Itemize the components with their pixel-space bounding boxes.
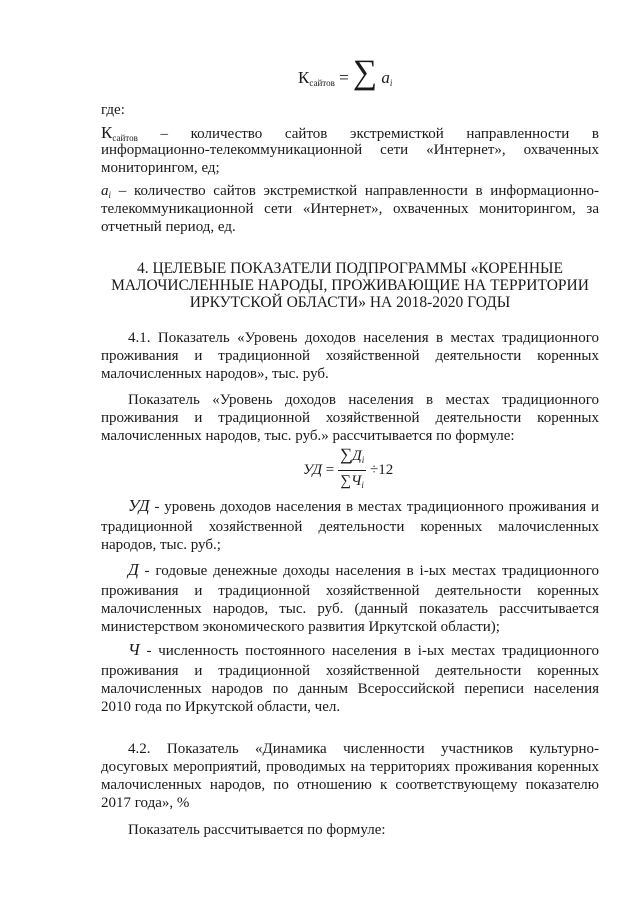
def-ch-line4: 2010 года по Иркутской области, чел.: [101, 699, 341, 715]
def-a-line3: отчетный период, ед.: [101, 219, 236, 235]
formula-ud-equals: =: [325, 462, 335, 478]
def-ch-line2: проживания и традиционной хозяйственной деятельности коренных: [101, 663, 599, 679]
calc-4-1-line2: проживания и традиционной хозяйственной деятельности коренных: [101, 410, 599, 426]
def-ud-line2: традиционной хозяйственной деятельности коренных малочисленных: [101, 519, 599, 535]
formula-term: $a_i$: [381, 68, 393, 88]
def-k-line1: $К_{сайтов}$ – количество сайтов экстремисткой направленности в: [101, 123, 600, 143]
sigma-symbol: ∑: [352, 54, 378, 91]
where-label: где:: [101, 102, 125, 118]
section-heading-line1: 4. ЦЕЛЕВЫЕ ПОКАЗАТЕЛИ ПОДПРОГРАММЫ «КОРЕННЫЕ: [136, 260, 564, 277]
def-d-line3: малочисленных народов, тыс. руб. (данный показатель рассчитывается: [101, 601, 599, 617]
formula-equals: =: [339, 68, 349, 87]
def-d-line4: министерством экономического развития Иркутской области);: [101, 619, 500, 635]
formula-k-sites: [298, 56, 392, 100]
item-4-1-line3: малочисленных народов», тыс. руб.: [101, 366, 329, 382]
formula-ud-divide: ÷: [369, 462, 379, 478]
formula-lhs: $К_{сайтов}$: [298, 68, 335, 88]
fraction-denominator: $\sum Ч_i$: [340, 473, 364, 490]
formula-ud: [303, 446, 393, 494]
def-k-line2: информационно-телекоммуникационной сети «Интернет», охваченных: [101, 142, 599, 158]
def-a-line2: телекоммуникационной сети «Интернет», охваченных мониторингом, за: [101, 201, 599, 217]
fraction-numerator: $\sum Д_i$: [338, 446, 366, 471]
formula-ud-fraction: [338, 446, 366, 494]
def-a-line1: $a_i$ – количество сайтов экстремисткой направленности в информационно-: [101, 183, 600, 200]
section-heading-line2: МАЛОЧИСЛЕННЫЕ НАРОДЫ, ПРОЖИВАЮЩИЕ НА ТЕРРИТОРИИ: [111, 277, 589, 294]
def-k-line3: мониторингом, ед;: [101, 160, 220, 176]
def-d-line2: проживания и традиционной хозяйственной деятельности коренных: [101, 583, 599, 599]
def-a-symbol: $a_i$: [101, 183, 112, 200]
def-ud-symbol: УД: [128, 496, 150, 515]
def-ch-line1: Ч - численность постоянного населения в i-ых местах традиционного: [128, 640, 599, 659]
calc-4-1-line3: малочисленных народов, тыс. руб.» рассчитывается по формуле:: [101, 428, 515, 444]
item-4-2-line4: 2017 года», %: [101, 795, 190, 811]
item-4-1-line2: проживания и традиционной хозяйственной деятельности коренных: [101, 348, 599, 364]
item-4-1-line1: 4.1. Показатель «Уровень доходов населения в местах традиционного: [128, 330, 599, 346]
def-k-symbol: $К_{сайтов}$: [101, 123, 138, 143]
def-d-symbol: Д: [128, 560, 139, 579]
calc-4-2: Показатель рассчитывается по формуле:: [128, 822, 386, 838]
item-4-2-line3: малочисленных народов, по отношению к соответствующему показателю: [101, 777, 599, 793]
item-4-2-line1: 4.2. Показатель «Динамика численности участников культурно-: [128, 741, 599, 757]
def-ch-symbol: Ч: [128, 640, 140, 659]
def-ud-line1: УД - уровень доходов населения в местах традиционного проживания и: [128, 496, 599, 515]
item-4-2-line2: досуговых мероприятий, проводимых на территориях проживания коренных: [101, 759, 599, 775]
formula-ud-lhs: УД: [303, 462, 323, 478]
formula-ud-divisor: 12: [378, 462, 394, 478]
def-d-line1: Д - годовые денежные доходы населения в i-ых местах традиционного: [128, 560, 599, 579]
calc-4-1-line1: Показатель «Уровень доходов населения в местах традиционного: [128, 392, 599, 408]
def-ud-line3: народов, тыс. руб.;: [101, 537, 221, 553]
def-ch-line3: малочисленных народов по данным Всероссийской переписи населения: [101, 681, 599, 697]
section-heading-line3: ИРКУТСКОЙ ОБЛАСТИ» НА 2018-2020 ГОДЫ: [189, 294, 511, 311]
